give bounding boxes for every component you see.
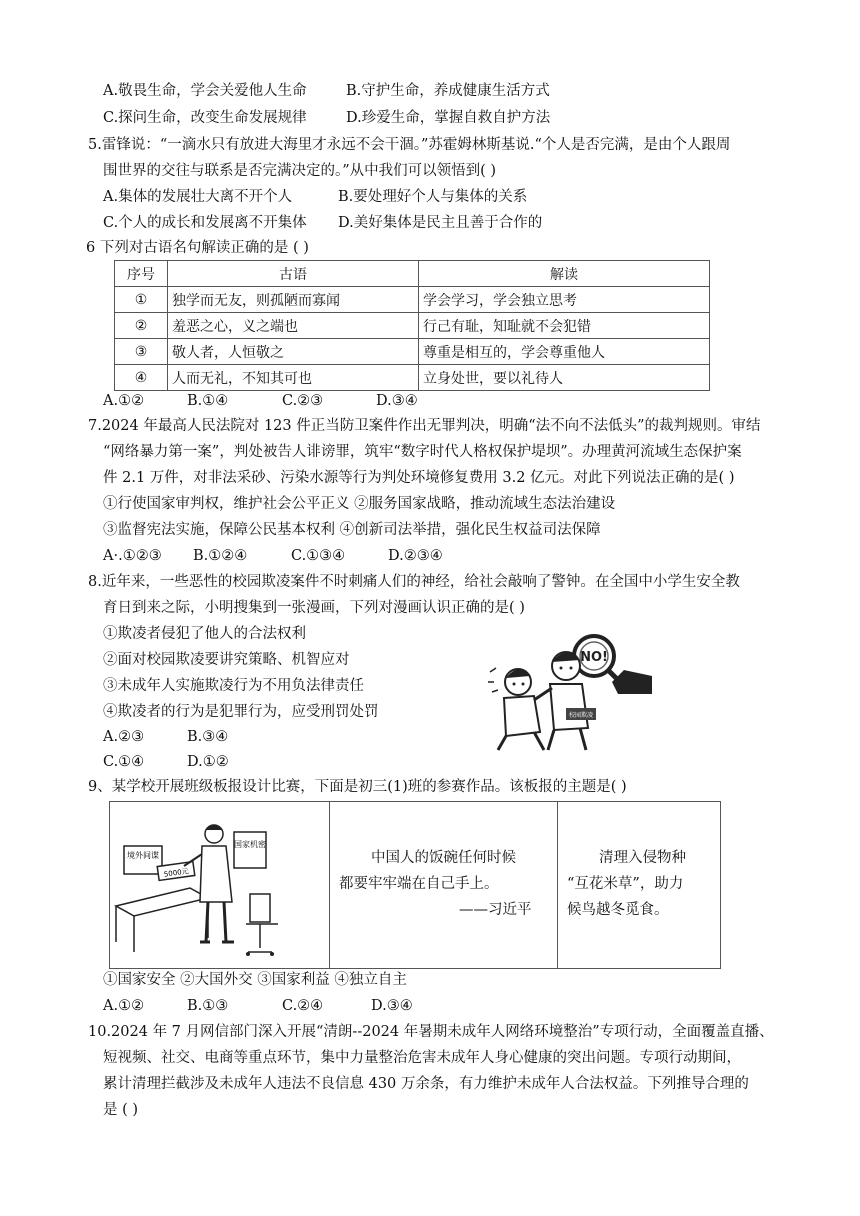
bully-body — [550, 684, 588, 730]
q9-option-c: C.②④ — [282, 998, 324, 1014]
q4-option-d: D.珍爱生命，掌握自救自护方法 — [346, 110, 551, 126]
q6-option-d: D.③④ — [376, 393, 418, 409]
q6-row-3-number: ③ — [115, 339, 168, 365]
q6-row-3-saying: 敬人者，人恒敬之 — [168, 339, 419, 365]
q6-option-c: C.②③ — [282, 393, 324, 409]
q9-panel-3-line-3: 候鸟越冬觅食。 — [567, 902, 669, 918]
q9-stem: 9、某学校开展班级板报设计比赛，下面是初三(1)班的参赛作品。该板报的主题是( ) — [88, 779, 627, 795]
q9-panel-2-line-1: 中国人的饭碗任何时候 — [371, 850, 516, 866]
q7-items-line-2: ③监督宪法实施，保障公民基本权利 ④创新司法举措，强化民生权益司法保障 — [103, 522, 601, 538]
victim-body — [504, 696, 540, 736]
q8-stem-line-1: 8.近年来，一些恶性的校园欺凌案件不时刺痛人们的神经，给社会敲响了警钟。在全国中小学生安全教 — [88, 574, 740, 590]
q5-option-c: C.个人的成长和发展离不开集体 — [103, 215, 307, 231]
q9-option-d: D.③④ — [371, 998, 413, 1014]
q5-stem-line-2: 围世界的交往与联系是否完满决定的。”从中我们可以领悟到( ) — [103, 163, 497, 179]
q8-option-b: B.③④ — [187, 729, 229, 745]
q4-option-b: B.守护生命，养成健康生活方式 — [346, 83, 550, 99]
q6-option-a: A.①② — [103, 393, 145, 409]
q8-stem-line-2: 育日到来之际，小明搜集到一张漫画，下列对漫画认识正确的是( ) — [103, 600, 525, 616]
q10-stem-line-4: 是 ( ) — [103, 1102, 139, 1118]
q4-option-a: A.敬畏生命，学会关爱他人生命 — [103, 83, 307, 99]
q6-row-2-saying: 羞恶之心，义之端也 — [168, 313, 419, 339]
q6-option-b: B.①④ — [187, 393, 229, 409]
sign-state-secret — [234, 832, 266, 868]
magnifier-text: NO! — [580, 650, 608, 665]
q9-panel-2 — [329, 802, 558, 968]
q8-item-3: ③未成年人实施欺凌行为不用负法律责任 — [103, 678, 364, 694]
q7-stem-line-1: 7.2024 年最高人民法院对 123 件正当防卫案件作出无罪判决，明确“法不向不法低头”的裁判规则。审结 — [88, 418, 761, 434]
q5-option-a: A.集体的发展壮大离不开个人 — [103, 189, 293, 205]
q9-option-a: A.①② — [103, 998, 145, 1014]
q6-header-number: 序号 — [115, 261, 168, 287]
q9-panel-2-attribution: ——习近平 — [459, 902, 532, 918]
q9-panel-3 — [557, 802, 720, 968]
q9-panel-2-line-2: 都要牢牢端在自己手上。 — [339, 876, 499, 892]
q8-item-1: ①欺凌者侵犯了他人的合法权利 — [103, 626, 306, 642]
q5-option-b: B.要处理好个人与集体的关系 — [338, 189, 528, 205]
q6-table-header — [115, 261, 710, 287]
q6-row-2-interpretation: 行己有耻，知耻就不会犯错 — [419, 313, 710, 339]
sign-state-secret-text: 国家机密 — [234, 840, 266, 849]
q9-items: ①国家安全 ②大国外交 ③国家利益 ④独立自主 — [103, 972, 407, 988]
q6-row-4-interpretation: 立身处世，要以礼待人 — [419, 365, 710, 391]
q10-stem-line-2: 短视频、社交、电商等重点环节，集中力量整治危害未成年人身心健康的突出问题。专项行动期间， — [103, 1050, 741, 1066]
q6-stem: 6 下列对古语名句解读正确的是 ( ) — [86, 240, 309, 256]
q5-option-d: D.美好集体是民主且善于合作的 — [338, 215, 543, 231]
q7-option-c: C.①③④ — [291, 548, 346, 564]
spy-cartoon — [110, 802, 329, 968]
q9-panel-1 — [110, 802, 330, 968]
q10-stem-line-1: 10.2024 年 7 月网信部门深入开展“清朗--2024 年暑期未成年人网络环境整治”专项行动，全面覆盖直播、 — [88, 1024, 774, 1040]
q8-item-4: ④欺凌者的行为是犯罪行为，应受刑罚处罚 — [103, 704, 379, 720]
q6-row-1-saying: 独学而无友，则孤陋而寡闻 — [168, 287, 419, 313]
q7-option-d: D.②③④ — [388, 548, 443, 564]
q8-option-d: D.①② — [187, 754, 229, 770]
q10-stem-line-3: 累计清理拦截涉及未成年人违法不良信息 430 万余条，有力维护未成年人合法权益。下列推导合理的 — [103, 1076, 749, 1092]
q6-row-4-saying: 人而无礼，不知其可也 — [168, 365, 419, 391]
q4-option-c: C.探问生命，改变生命发展规律 — [103, 110, 307, 126]
table-row — [115, 287, 710, 313]
q6-header-interpretation: 解读 — [419, 261, 710, 287]
q7-option-a: A·.①②③ — [103, 548, 162, 564]
q8-option-a: A.②③ — [103, 729, 145, 745]
person-body — [200, 846, 232, 902]
q9-panel-3-line-2: “互花米草”，助力 — [567, 876, 684, 892]
table-row — [115, 365, 710, 391]
q6-table — [114, 260, 710, 391]
q9-blackboard-design — [109, 801, 721, 969]
q6-row-2-number: ② — [115, 313, 168, 339]
q7-stem-line-3: 件 2.1 万件，对非法采砂、污染水源等行为判处环境修复费用 3.2 亿元。对此下列说法正确的是( ) — [103, 470, 735, 486]
chair-icon — [250, 894, 270, 922]
sign-foreign-spy-text: 境外间谍 — [127, 851, 159, 860]
table-row — [115, 313, 710, 339]
q5-stem-line-1: 5.雷锋说：“一滴水只有放进大海里才永远不会干涸。”苏霍姆林斯基说.“个人是否完满，是由个人跟周 — [88, 137, 731, 153]
q7-stem-line-2: “网络暴力第一案”，判处被告人诽谤罪，筑牢“数字时代人格权保护堤坝”。办理黄河流域生态保护案 — [103, 444, 742, 460]
q7-option-b: B.①②④ — [193, 548, 248, 564]
q6-header-saying: 古语 — [168, 261, 419, 287]
money-text: 5000元 — [163, 867, 190, 879]
q6-row-1-number: ① — [115, 287, 168, 313]
q9-panel-3-line-1: 清理入侵物种 — [599, 850, 686, 866]
armband-text: 校园欺凌 — [568, 712, 594, 719]
table-row — [115, 339, 710, 365]
q6-row-1-interpretation: 学会学习，学会独立思考 — [419, 287, 710, 313]
q6-row-3-interpretation: 尊重是相互的，学会尊重他人 — [419, 339, 710, 365]
q8-option-c: C.①④ — [103, 754, 145, 770]
q6-row-4-number: ④ — [115, 365, 168, 391]
q8-item-2: ②面对校园欺凌要讲究策略、机智应对 — [103, 652, 350, 668]
q9-option-b: B.①③ — [187, 998, 229, 1014]
q7-items-line-1: ①行使国家审判权，维护社会公平正义 ②服务国家战略，推动流域生态法治建设 — [103, 496, 616, 512]
bullying-cartoon — [484, 628, 652, 752]
